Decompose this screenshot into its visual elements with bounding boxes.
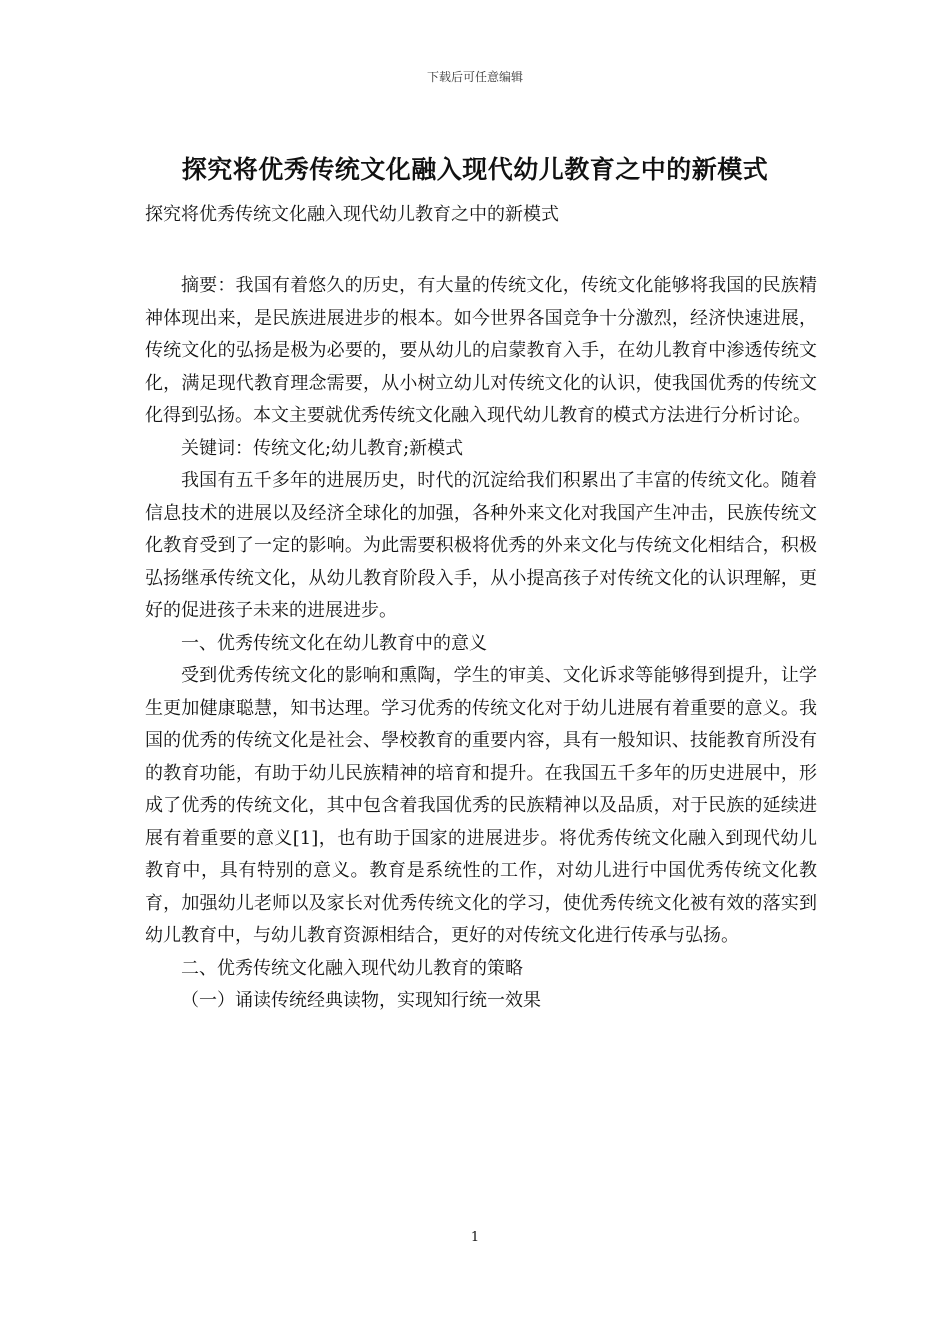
page-number: 1 [470,1230,480,1245]
document-subtitle: 探究将优秀传统文化融入现代幼儿教育之中的新模式 [145,204,559,225]
section-heading-1: 一、优秀传统文化在幼儿教育中的意义 [181,632,487,654]
abstract-paragraph: 摘要：我国有着悠久的历史，有大量的传统文化，传统文化能够将我国的民族精神体现出来，是民族进展进步的根本。如今世界各国竞争十分激烈，经济快速进展，传统文化的弘扬是极为必要的，要从幼儿的启蒙教育入手，在幼儿教育中渗透传统文化，满足现代教育理念需要，从小树立幼儿对传统文化的认识，使我国优秀的传统文化得到弘扬。本文主要就优秀传统文化融入现代幼儿教育的模式方法进行分析讨论。 [145,275,817,426]
keywords-paragraph: 关键词：传统文化;幼儿教育;新模式 [181,437,464,459]
page-header: 下载后可任意编辑 [426,70,523,84]
subsection-heading-1: （一）诵读传统经典读物，实现知行统一效果 [181,990,541,1011]
document-body [145,270,817,1018]
intro-paragraph: 我国有五千多年的进展历史，时代的沉淀给我们积累出了丰富的传统文化。随着信息技术的进展以及经济全球化的加强，各种外来文化对我国产生冲击，民族传统文化教育受到了一定的影响。为此需要积极将优秀的外来文化与传统文化相结合，积极弘扬继承传统文化，从幼儿教育阶段入手，从小提高孩子对传统文化的认识理解，更好的促进孩子未来的进展进步。 [145,470,817,621]
document-title: 探究将优秀传统文化融入现代幼儿教育之中的新模式 [181,155,769,184]
section-heading-2: 二、优秀传统文化融入现代幼儿教育的策略 [181,957,523,979]
section-1-paragraph: 受到优秀传统文化的影响和熏陶，学生的审美、文化诉求等能够得到提升，让学生更加健康聪慧，知书达理。学习优秀的传统文化对于幼儿进展有着重要的意义。我国的优秀的传统文化是社会、學校教育的重要内容，具有一般知识、技能教育所没有的教育功能，有助于幼儿民族精神的培育和提升。在我国五千多年的历史进展中，形成了优秀的传统文化，其中包含着我国优秀的民族精神以及品质，对于民族的延续进展有着重要的意义[1]，也有助于国家的进展进步。将优秀传统文化融入到现代幼儿教育中，具有特别的意义。教育是系统性的工作，对幼儿进行中国优秀传统文化教育，加强幼儿老师以及家长对优秀传统文化的学习，使优秀传统文化被有效的落实到幼儿教育中，与幼儿教育资源相结合，更好的对传统文化进行传承与弘扬。 [145,665,817,946]
